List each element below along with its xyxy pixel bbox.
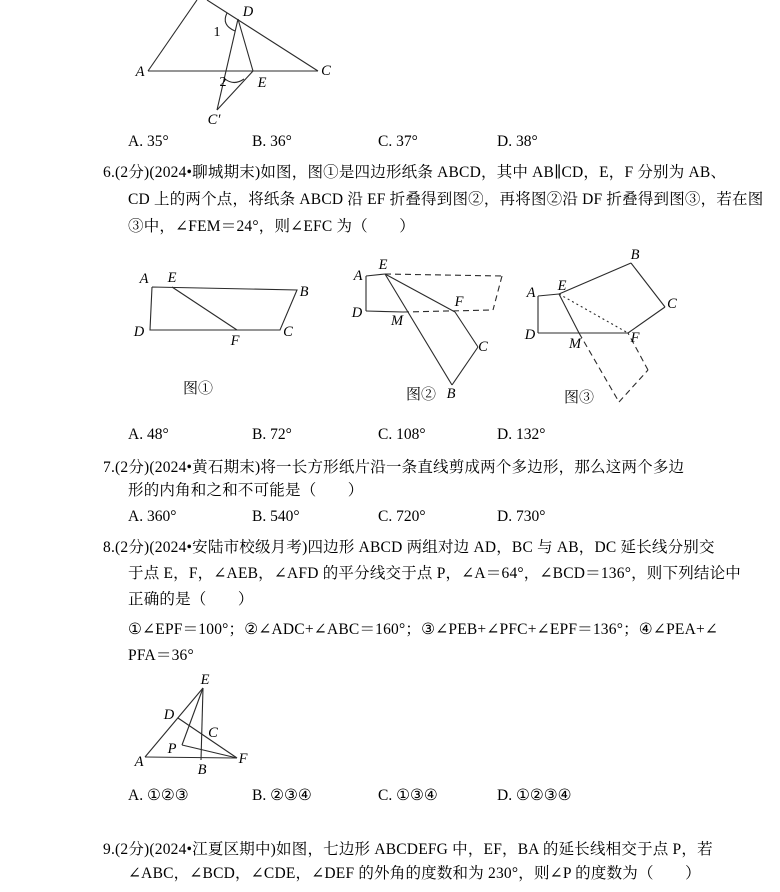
fig2-caption: 图② — [405, 387, 437, 403]
vertex-label-d: D — [133, 324, 145, 340]
vertex-label-a: A — [139, 271, 149, 287]
q8-figure — [125, 672, 255, 780]
vertex-label-f: F — [630, 330, 640, 346]
vertex-label-e: E — [200, 672, 210, 688]
q6-figure-3 — [525, 245, 690, 415]
q7-text-line-1: 7.(2分)(2024•黄石期末)将一长方形纸片沿一条直线剪成两个多边形，那么这两个多边 — [103, 459, 685, 476]
vertex-label-a: A — [353, 268, 363, 284]
q8-figure-lines — [145, 688, 237, 760]
q9-text-line-2: ∠ABC，∠BCD，∠CDE，∠DEF 的外角的度数和为 230°，则∠P 的度数为（ ） — [128, 865, 701, 882]
q6-text-line-3: ③中，∠FEM＝24°，则∠EFC 为（ ） — [128, 218, 415, 235]
vertex-label-p: P — [167, 741, 177, 757]
option-d: D. 730° — [497, 508, 546, 525]
vertex-label-c: C — [283, 324, 293, 340]
vertex-label-b: B — [197, 762, 207, 778]
fig3-caption: 图③ — [563, 390, 595, 406]
fig1-outline — [150, 287, 297, 330]
q7-options — [0, 508, 780, 528]
option-a: A. ①②③ — [128, 787, 189, 804]
q7-text-line-2: 形的内角和之和不可能是（ ） — [128, 482, 364, 499]
vertex-label-m: M — [568, 336, 582, 352]
vertex-label-d: D — [351, 305, 363, 321]
vertex-label-d: D — [524, 327, 536, 343]
angle-2-arc — [225, 79, 244, 83]
option-b: B. 540° — [252, 508, 300, 525]
q8-text-line-3: 正确的是（ ） — [128, 591, 254, 608]
option-b: B. 72° — [252, 426, 292, 443]
q6-options — [0, 426, 780, 446]
option-c: C. ①③④ — [378, 787, 438, 804]
q6-text-line-1: 6.(2分)(2024•聊城期末)如图，图①是四边形纸条 ABCD，其中 AB∥CD，E，F 分别为 AB、 — [103, 164, 727, 181]
vertex-label-b: B — [299, 284, 309, 300]
vertex-label-a: A — [135, 64, 145, 80]
q6-figure-1 — [130, 258, 330, 403]
vertex-label-f: F — [230, 333, 240, 349]
fold-triangle-lines — [148, 0, 318, 110]
angle-1-arc — [225, 13, 235, 31]
option-b: B. 36° — [252, 133, 292, 150]
option-c: C. 37° — [378, 133, 418, 150]
option-d: D. 38° — [497, 133, 538, 150]
vertex-label-c: C — [208, 725, 218, 741]
q8-options — [0, 786, 780, 806]
vertex-label-d: D — [242, 4, 254, 20]
option-d: D. ①②③④ — [497, 787, 572, 804]
q8-statement-line-2: PFA＝36° — [128, 647, 194, 664]
fig2-solid-lines — [366, 274, 478, 385]
vertex-label-f: F — [454, 294, 464, 310]
option-b: B. ②③④ — [252, 787, 312, 804]
option-d: D. 132° — [497, 426, 546, 443]
q9-text-line-1: 9.(2分)(2024•江夏区期中)如图，七边形 ABCDEFG 中，EF，BA 的延长线相交于点 P，若 — [103, 841, 713, 858]
option-c: C. 720° — [378, 508, 426, 525]
vertex-label-e: E — [167, 270, 177, 286]
q8-text-line-1: 8.(2分)(2024•安陆市校级月考)四边形 ABCD 两组对边 AD，BC 与 AB，DC 延长线分别交 — [103, 539, 715, 556]
vertex-label-b: B — [446, 386, 456, 402]
vertex-label-e: E — [557, 278, 567, 294]
vertex-label-f: F — [238, 751, 248, 767]
vertex-label-e: E — [257, 75, 267, 91]
vertex-label-c-prime: C′ — [207, 112, 221, 128]
vertex-label-m: M — [390, 313, 404, 329]
vertex-label-e: E — [378, 257, 388, 273]
vertex-label-a: A — [526, 285, 536, 301]
vertex-label-d: D — [163, 707, 175, 723]
option-a: A. 360° — [128, 508, 177, 525]
angle-1-label: 1 — [213, 25, 221, 40]
q8-statement-line-1: ①∠EPF＝100°；②∠ADC+∠ABC＝160°；③∠PEB+∠PFC+∠EPF＝136°；④∠PEA+∠ — [128, 621, 719, 638]
vertex-label-c: C — [321, 63, 331, 79]
vertex-label-b: B — [630, 247, 640, 263]
angle-2-label: 2 — [219, 75, 227, 90]
option-a: A. 48° — [128, 426, 169, 443]
vertex-label-c: C — [667, 296, 677, 312]
q6-figure-2 — [345, 255, 510, 407]
vertex-label-c: C — [478, 339, 488, 355]
q6-text-line-2: CD 上的两个点，将纸条 ABCD 沿 EF 折叠得到图②，再将图②沿 DF 折叠得到图③，若在图 — [128, 191, 764, 208]
option-c: C. 108° — [378, 426, 426, 443]
prev-question-options — [0, 133, 780, 153]
vertex-label-a: A — [134, 754, 144, 770]
prev-question-figure — [130, 0, 345, 130]
fig3-solid-lines — [538, 263, 665, 333]
fig1-caption: 图① — [182, 381, 214, 397]
q8-text-line-2: 于点 E，F，∠AEB，∠AFD 的平分线交于点 P，∠A＝64°，∠BCD＝136°，则下列结论中 — [128, 565, 742, 582]
option-a: A. 35° — [128, 133, 169, 150]
